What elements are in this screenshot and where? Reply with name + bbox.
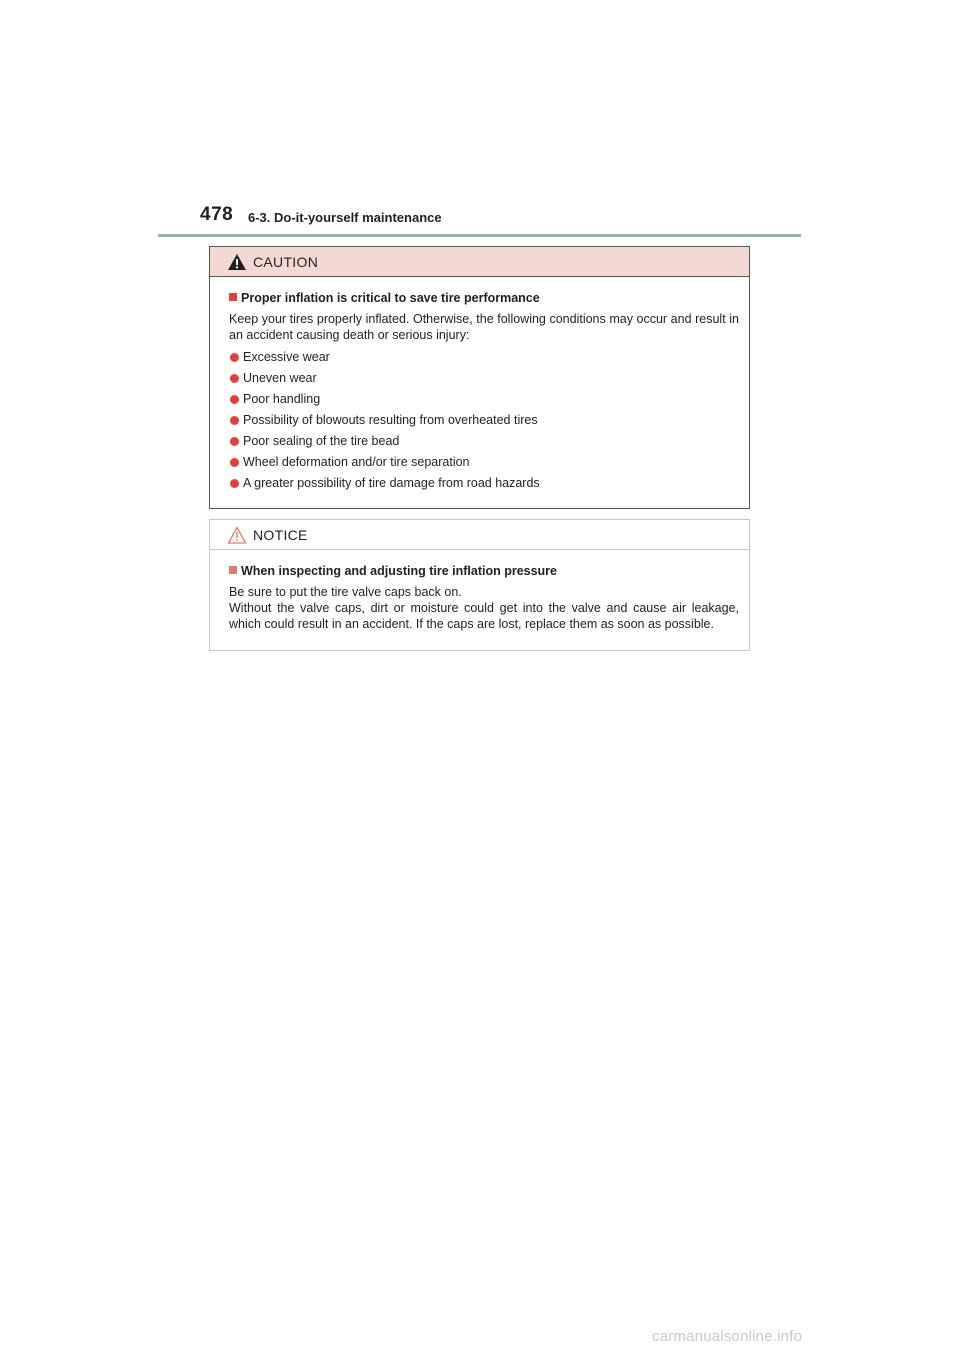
list-item: [229, 389, 739, 410]
section-title: 6-3. Do-it-yourself maintenance: [248, 210, 442, 225]
bullet-dot-icon: [230, 374, 239, 383]
caution-body: [210, 277, 749, 494]
caution-list: [229, 347, 739, 494]
list-item-text: A greater possibility of tire damage from road hazards: [243, 476, 540, 490]
caution-paragraph: Keep your tires properly inflated. Otherwise, the following conditions may occur and result in an accident causing death or serious injury:: [229, 312, 739, 342]
list-item-text: Excessive wear: [243, 350, 330, 364]
list-item-text: Wheel deformation and/or tire separation: [243, 455, 470, 469]
notice-header: [210, 520, 749, 550]
caution-heading-text: Proper inflation is critical to save tire performance: [241, 291, 540, 305]
caution-header: [210, 247, 749, 277]
page-header: [158, 202, 801, 237]
square-bullet-icon: [229, 566, 237, 574]
notice-heading: [229, 563, 739, 579]
notice-title: NOTICE: [253, 527, 308, 543]
list-item-text: Poor sealing of the tire bead: [243, 434, 400, 448]
notice-line-1: Be sure to put the tire valve caps back on.: [229, 585, 462, 599]
notice-body: [210, 550, 749, 632]
watermark: carmanualsonline.info: [652, 1328, 803, 1345]
notice-box: [209, 519, 750, 651]
list-item: [229, 347, 739, 368]
notice-heading-text: When inspecting and adjusting tire inflation pressure: [241, 564, 558, 578]
list-item: [229, 410, 739, 431]
bullet-dot-icon: [230, 395, 239, 404]
bullet-dot-icon: [230, 353, 239, 362]
list-item: [229, 452, 739, 473]
list-item-text: Uneven wear: [243, 371, 317, 385]
caution-heading: [229, 290, 739, 306]
list-item: [229, 473, 739, 494]
bullet-dot-icon: [230, 437, 239, 446]
list-item-text: Poor handling: [243, 392, 321, 406]
caution-title: CAUTION: [253, 254, 319, 270]
caution-box: [209, 246, 750, 509]
notice-line-2: Without the valve caps, dirt or moisture could get into the valve and cause air leakage, which could result in an accident. If the caps are lost, replace them as soon as possible.: [229, 601, 739, 631]
page-number: 478: [200, 204, 234, 225]
list-item: [229, 368, 739, 389]
list-item: [229, 431, 739, 452]
bullet-dot-icon: [230, 479, 239, 488]
warning-triangle-outline-icon: [227, 526, 247, 544]
square-bullet-icon: [229, 293, 237, 301]
warning-triangle-icon: [227, 253, 247, 271]
bullet-dot-icon: [230, 458, 239, 467]
list-item-text: Possibility of blowouts resulting from overheated tires: [243, 413, 538, 427]
bullet-dot-icon: [230, 416, 239, 425]
